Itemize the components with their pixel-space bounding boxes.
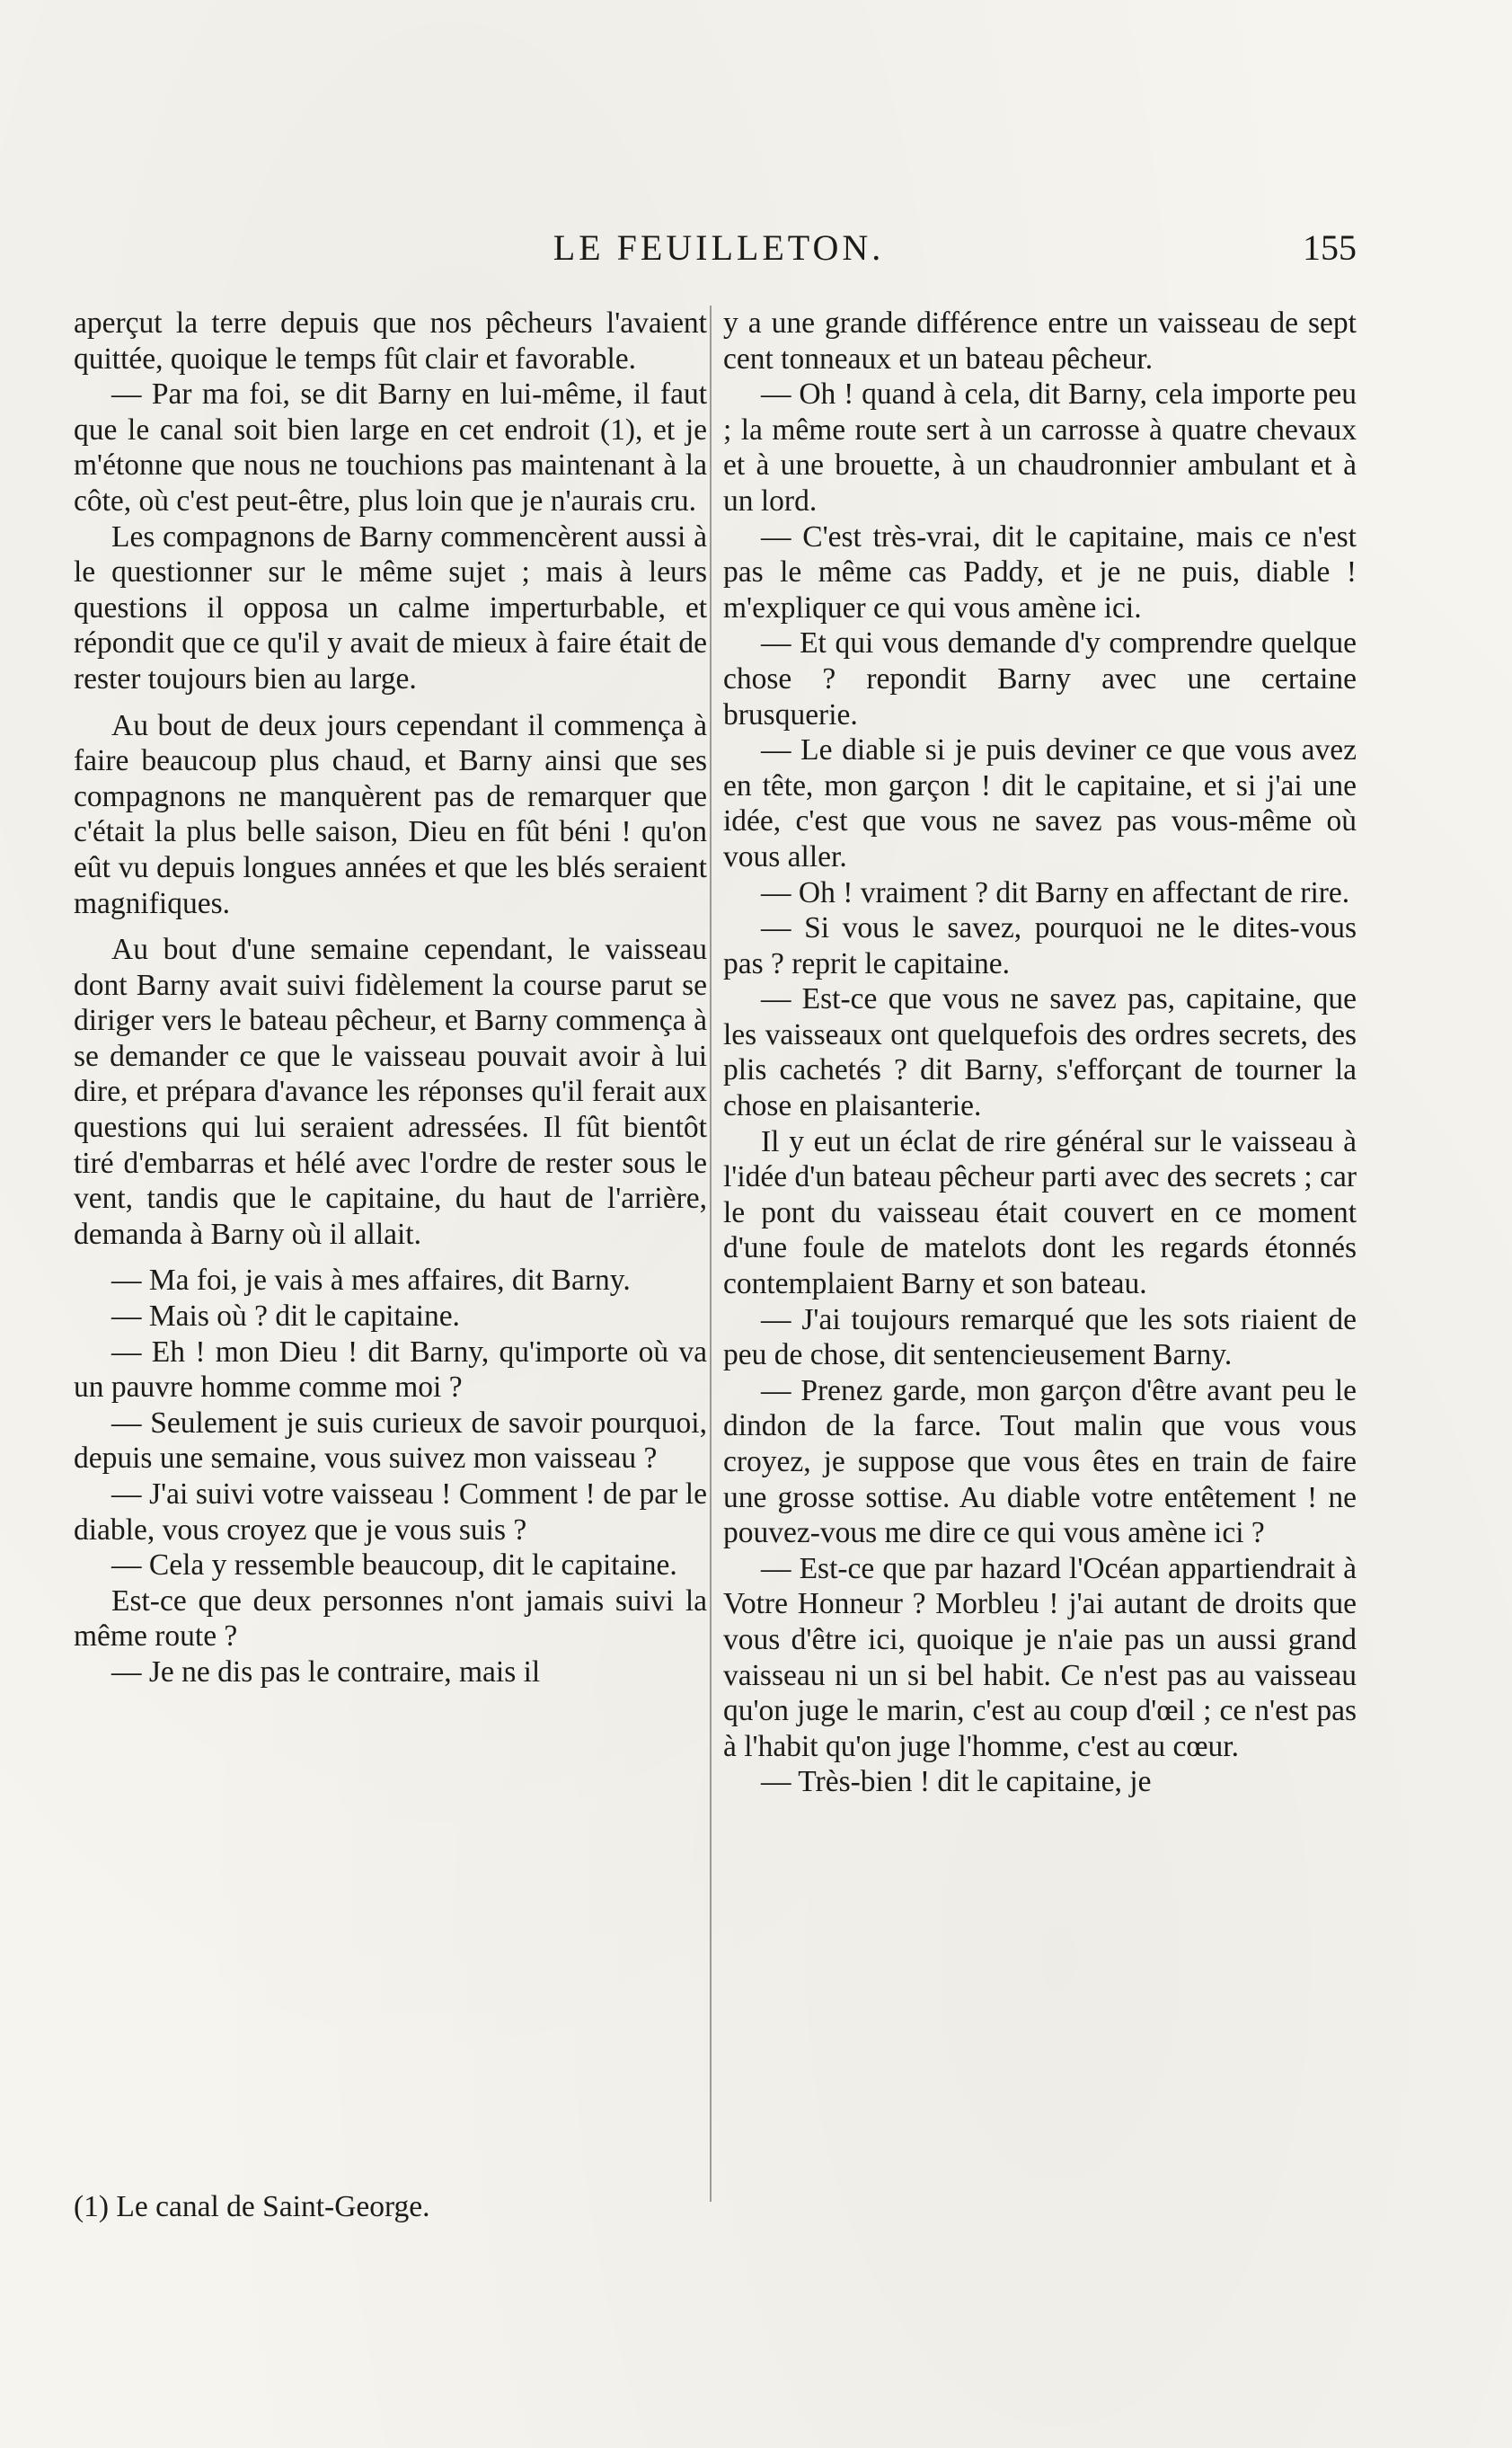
paragraph: — Mais où ? dit le capitaine. [111,1299,460,1334]
left-column [74,306,707,1690]
paragraph: Les compagnons de Barny commencèrent aussi à le questionner sur le même sujet ; mais à leurs questions il opposa un calme imperturbable, et répondit que ce qu'il y avait de mieux à faire était de rester toujours bien au large. [74,519,707,696]
paragraph: — Seulement je suis curieux de savoir pourquoi, depuis une semaine, vous suivez mon vaisseau ? [74,1406,707,1476]
paragraph: — Est-ce que par hazard l'Océan appartiendrait à Votre Honneur ? Morbleu ! j'ai autant de droits que vous d'être ici, quoique je n'aie pas un aussi grand vaisseau ni un si bel habit. Ce n'est pas au vaisseau qu'on juge le marin, c'est au coup d'œil ; ce n'est pas à l'habit qu'on juge l'homme, c'est au cœur. [723,1551,1357,1763]
paragraph: — Si vous le savez, pourquoi ne le dites-vous pas ? reprit le capitaine. [723,911,1357,980]
paragraph: — J'ai suivi votre vaisseau ! Comment ! de par le diable, vous croyez que je vous suis ? [74,1477,707,1547]
paragraph: — Ma foi, je vais à mes affaires, dit Barny. [111,1264,631,1298]
paragraph: Au bout de deux jours cependant il commença à faire beaucoup plus chaud, et Barny ainsi que ses compagnons ne manquèrent pas de remarquer que c'était la plus belle saison, Dieu en fût béni ! qu'on eût vu depuis longues années et que les blés seraient magnifiques. [74,708,707,920]
paragraph: — Cela y ressemble beaucoup, dit le capitaine. [111,1548,677,1583]
paragraph: — Par ma foi, se dit Barny en lui-même, il faut que le canal soit bien large en cet endroit (1), et je m'étonne que nous ne touchions pas maintenant à la côte, où c'est peut-être, plus loin que je n'aurais cru. [74,377,707,518]
paragraph: y a une grande différence entre un vaisseau de sept cent tonneaux et un bateau pêcheur. [723,306,1357,376]
column-divider [710,306,712,2202]
paragraph: — Le diable si je puis deviner ce que vous avez en tête, mon garçon ! dit le capitaine, et si j'ai une idée, c'est que vous ne savez pas vous-même où vous aller. [723,733,1357,874]
footnote-text: (1) Le canal de Saint-George. [74,2190,430,2223]
footnote [74,2189,707,2225]
paragraph: — Eh ! mon Dieu ! dit Barny, qu'importe où va un pauvre homme comme moi ? [74,1335,707,1405]
paragraph: — Très-bien ! dit le capitaine, je [761,1765,1152,1799]
paragraph: Est-ce que deux personnes n'ont jamais suivi la même route ? [74,1583,707,1654]
paragraph: aperçut la terre depuis que nos pêcheurs l'avaient quittée, quoique le temps fût clair et favorable. [74,306,707,376]
paragraph: — Est-ce que vous ne savez pas, capitaine, que les vaisseaux ont quelquefois des ordres secrets, des plis cachetés ? dit Barny, s'efforçant de tourner la chose en plaisanterie. [723,982,1357,1123]
running-head [72,226,1357,277]
page-number: 155 [1303,227,1357,268]
paragraph: — C'est très-vrai, dit le capitaine, mais ce n'est pas le même cas Paddy, et je ne puis, diable ! m'expliquer ce qui vous amène ici. [723,519,1357,625]
right-column [723,306,1357,1800]
paragraph: — Et qui vous demande d'y comprendre quelque chose ? repondit Barny avec une certaine brusquerie. [723,626,1357,732]
running-title: LE FEUILLETON. [553,227,885,268]
paragraph: — Oh ! quand à cela, dit Barny, cela importe peu ; la même route sert à un carrosse à quatre chevaux et à une brouette, à un chaudronnier ambulant et à un lord. [723,377,1357,518]
paragraph: — Je ne dis pas le contraire, mais il [111,1654,541,1689]
paragraph: Au bout d'une semaine cependant, le vaisseau dont Barny avait suivi fidèlement la course parut se diriger vers le bateau pêcheur, et Barny commença à se demander ce que le vaisseau pouvait avoir à lui dire, et prépara d'avance les réponses qu'il ferait aux questions qui lui seraient adressées. Il fût bientôt tiré d'embarras et hélé avec l'ordre de rester sous le vent, tandis que le capitaine, du haut de l'arrière, demanda à Barny où il allait. [74,933,707,1251]
paragraph: — Prenez garde, mon garçon d'être avant peu le dindon de la farce. Tout malin que vous vous croyez, je suppose que vous êtes en train de faire une grosse sottise. Au diable votre entêtement ! ne pouvez-vous me dire ce qui vous amène ici ? [723,1373,1357,1550]
paragraph: — J'ai toujours remarqué que les sots riaient de peu de chose, dit sentencieusement Barny. [723,1302,1357,1372]
paragraph: Il y eut un éclat de rire général sur le vaisseau à l'idée d'un bateau pêcheur parti avec des secrets ; car le pont du vaisseau était couvert en ce moment d'une foule de matelots dont les regards étonnés contemplaient Barny et son bateau. [723,1124,1357,1301]
paragraph: — Oh ! vraiment ? dit Barny en affectant de rire. [761,875,1350,909]
